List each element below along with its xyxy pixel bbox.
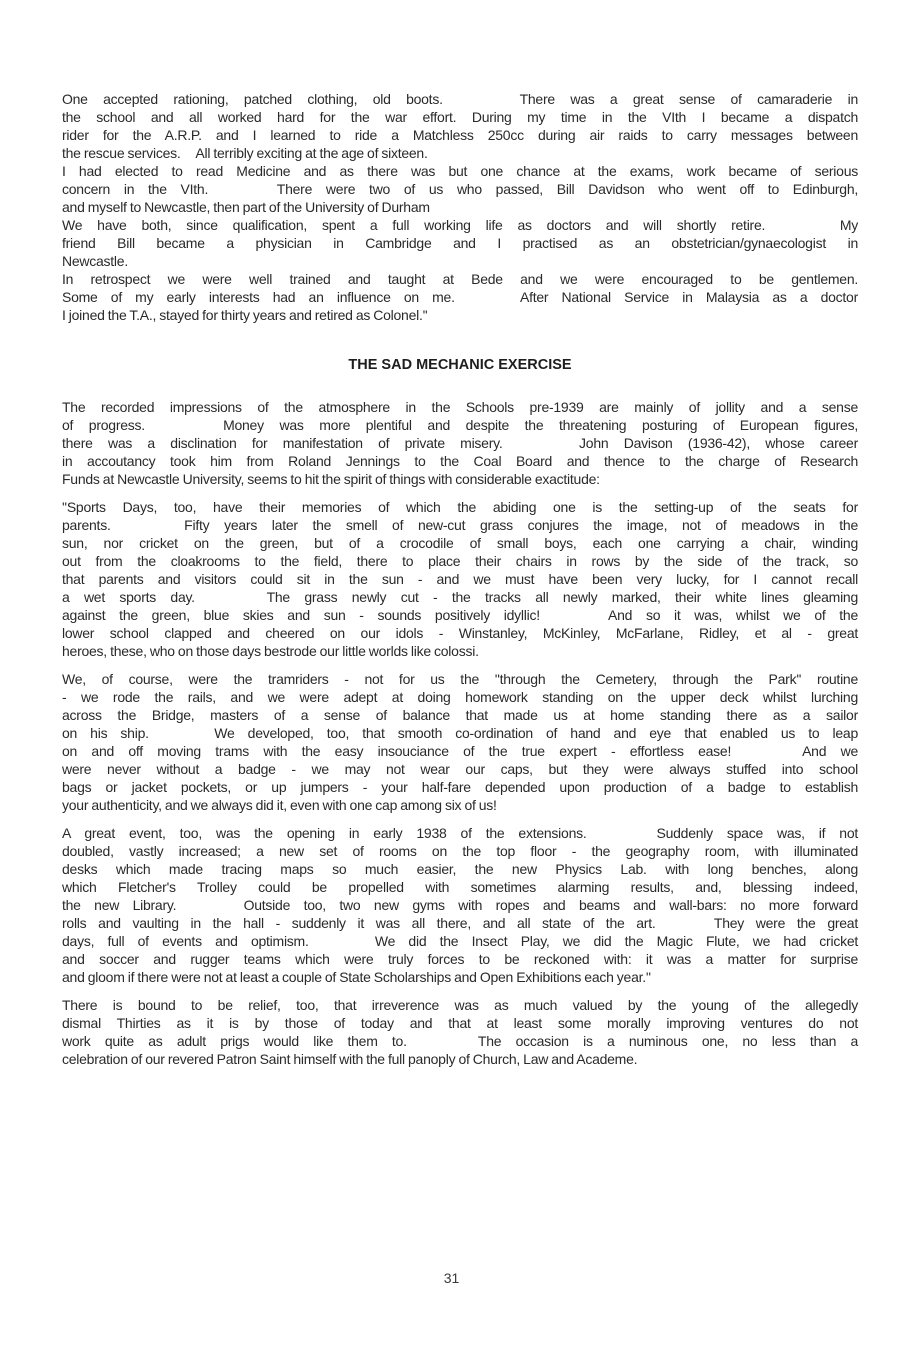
text-line: celebration of our revered Patron Saint himself with the full panoply of Church, Law and Academe. [62,1051,638,1067]
text-line: and soccer and rugger teams which were truly forces to be reckoned with: it was a matter for surprise [62,951,858,967]
text-line: ''Sports Days, too, have their memories of which the abiding one is the setting-up of the seats for [62,499,858,515]
text-line: dismal Thirties as it is by those of today and that at least some morally improving ventures do not [62,1015,858,1031]
text-line: I joined the T.A., stayed for thirty years and retired as Colonel.'' [62,307,428,323]
text-line: against the green, blue skies and sun - sounds positively idyllic! And so it was, whilst we of the [62,607,858,623]
paragraph-spacer [62,986,858,996]
text-line: a wet sports day. The grass newly cut - the tracks all newly marked, their white lines gleaming [62,589,858,605]
text-line: - we rode the rails, and we were adept at doing homework standing on the upper deck whilst lurching [62,689,858,705]
text-line: Newcastle. [62,253,128,269]
text-line: and gloom if there were not at least a couple of State Scholarships and Open Exhibitions each year.'' [62,969,651,985]
paragraph-2 [62,498,858,660]
text-line: One accepted rationing, patched clothing, old boots. There was a great sense of camaraderie in [62,91,858,107]
text-line: doubled, vastly increased; a new set of rooms on the top floor - the geography room, with illuminated [62,843,858,859]
text-line: In retrospect we were well trained and taught at Bede and we were encouraged to be gentlemen. [62,271,858,287]
text-line: work quite as adult prigs would like them to. The occasion is a numinous one, no less than a [62,1033,858,1049]
page-number: 31 [443,1270,460,1286]
text-line: There is bound to be relief, too, that irreverence was as much valued by the young of the allegedly [62,997,858,1013]
text-line: I had elected to read Medicine and as there was but one chance at the exams, work became of serious [62,163,858,179]
text-line: We have both, since qualification, spent a full working life as doctors and will shortly retire. My [62,217,858,233]
text-line: rolls and vaulting in the hall - suddenly it was all there, and all state of the art. They were the great [62,915,858,931]
text-line: bags or jacket pockets, or up jumpers - your half-fare depended upon production of a badge to establish [62,779,858,795]
text-line: that parents and visitors could sit in the sun - and we must have been very lucky, for I cannot recall [62,571,858,587]
document-page [62,90,858,1068]
paragraph-1 [62,398,858,488]
text-line: friend Bill became a physician in Cambridge and I practised as an obstetrician/gynaecologist in [62,235,858,251]
text-line: there was a disclination for manifestation of private misery. John Davison (1936-42), whose career [62,435,858,451]
text-line: the school and all worked hard for the war effort. During my time in the VIth I became a dispatch [62,109,858,125]
paragraph-spacer [62,814,858,824]
text-line: which Fletcher's Trolley could be propelled with sometimes alarming results, and, blessing indeed, [62,879,858,895]
text-line: out from the cloakrooms to the field, there to place their chairs in rows by the side of the track, so [62,553,858,569]
paragraph-4 [62,824,858,986]
text-line: lower school clapped and cheered on our idols - Winstanley, McKinley, McFarlane, Ridley, et al - great [62,625,858,641]
text-line: and myself to Newcastle, then part of the University of Durham [62,199,430,215]
text-line: The recorded impressions of the atmosphere in the Schools pre-1939 are mainly of jollity and a sense [62,399,858,415]
text-line: rider for the A.R.P. and I learned to ride a Matchless 250cc during air raids to carry messages between [62,127,858,143]
text-line: your authenticity, and we always did it, even with one cap among six of us! [62,797,497,813]
text-line: Some of my early interests had an influence on me. After National Service in Malaysia as a doctor [62,289,858,305]
paragraph-5 [62,996,858,1068]
text-line: We, of course, were the tramriders - not for us the ''through the Cemetery, through the Park'' routine [62,671,858,687]
text-line: across the Bridge, masters of a sense of balance that made us at home standing there as a sailor [62,707,858,723]
text-line: heroes, these, who on those days bestrode our little worlds like colossi. [62,643,479,659]
text-line: on his ship. We developed, too, that smooth co-ordination of hand and eye that enabled us to leap [62,725,858,741]
text-line: days, full of events and optimism. We did the Insect Play, we did the Magic Flute, we had cricket [62,933,858,949]
intro-paragraph [62,90,858,324]
text-line: concern in the VIth. There were two of us who passed, Bill Davidson who went off to Edinburgh, [62,181,858,197]
text-line: were never without a badge - we may not wear our caps, but they were always stuffed into school [62,761,858,777]
text-line: A great event, too, was the opening in early 1938 of the extensions. Suddenly space was, if not [62,825,858,841]
text-line: sun, nor cricket on the green, but of a crocodile of small boys, each one carrying a chair, winding [62,535,858,551]
text-line: on and off moving trams with the easy insouciance of the true expert - effortless ease! And we [62,743,858,759]
text-line: the new Library. Outside too, two new gyms with ropes and beams and wall-bars: no more forward [62,897,858,913]
text-line: in accoutancy took him from Roland Jennings to the Coal Board and thence to the charge of Research [62,453,858,469]
text-line: Funds at Newcastle University, seems to hit the spirit of things with considerable exactitude: [62,471,600,487]
paragraph-spacer [62,488,858,498]
text-line: desks which made tracing maps so much easier, the new Physics Lab. with long benches, along [62,861,858,877]
paragraph-3 [62,670,858,814]
text-line: the rescue services. All terribly exciting at the age of sixteen. [62,145,428,161]
text-line: parents. Fifty years later the smell of new-cut grass conjures the image, not of meadows in the [62,517,858,533]
section-heading: THE SAD MECHANIC EXERCISE [348,357,572,373]
text-line: of progress. Money was more plentiful and despite the threatening posturing of European figures, [62,417,858,433]
paragraph-spacer [62,660,858,670]
